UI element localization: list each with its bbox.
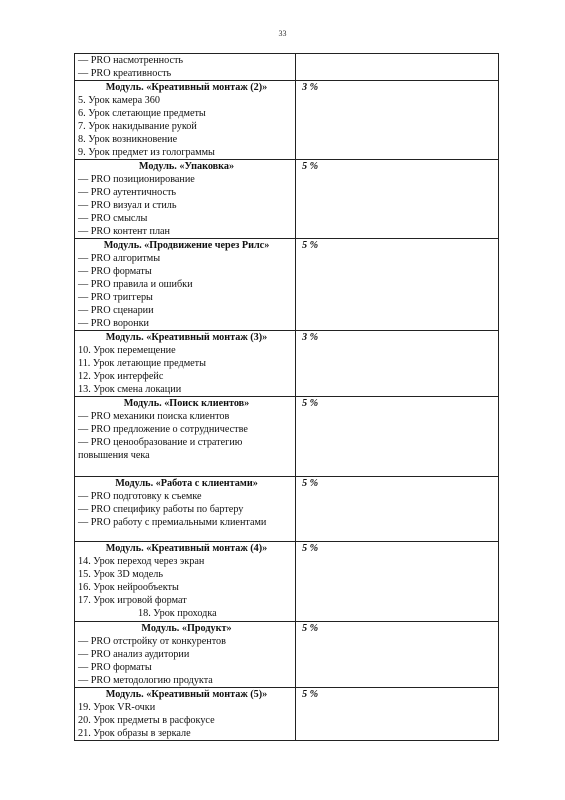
- module-content: [75, 542, 296, 622]
- table-row: [75, 688, 499, 741]
- table-row: [75, 81, 499, 160]
- list-item: — PRO анализ аудитории: [78, 649, 190, 660]
- module-title: Модуль. «Работа с клиентами»: [115, 478, 258, 489]
- list-item: 7. Урок накидывание рукой: [78, 121, 197, 132]
- module-weight: 5 %: [296, 239, 499, 331]
- list-item: — PRO визуал и стиль: [78, 200, 177, 211]
- list-item: 18. Урок проходка: [138, 608, 217, 619]
- module-weight: 5 %: [296, 622, 499, 688]
- list-item: 15. Урок 3D модель: [78, 569, 163, 580]
- list-item: 9. Урок предмет из голограммы: [78, 147, 215, 158]
- module-weight: 3 %: [296, 331, 499, 397]
- list-item: 17. Урок игровой формат: [78, 595, 187, 606]
- list-item: 16. Урок нейрообъекты: [78, 582, 179, 593]
- list-item: — PRO контент план: [78, 226, 171, 237]
- list-item: — PRO работу с премиальными клиентами: [78, 517, 267, 528]
- list-item: — PRO аутентичность: [78, 187, 177, 198]
- list-item: — PRO механики поиска клиентов: [78, 411, 230, 422]
- list-item: — PRO специфику работы по бартеру: [78, 504, 244, 515]
- module-content: [75, 239, 296, 331]
- module-content: [75, 54, 296, 81]
- list-item: — PRO подготовку к съемке: [78, 491, 202, 502]
- list-item: 13. Урок смена локации: [78, 384, 182, 395]
- list-item: 21. Урок образы в зеркале: [78, 728, 191, 739]
- list-item: — PRO триггеры: [78, 292, 153, 303]
- table-row: [75, 160, 499, 239]
- module-title: Модуль. «Креативный монтаж (4)»: [105, 543, 268, 554]
- module-content: [75, 622, 296, 688]
- module-title: Модуль. «Креативный монтаж (2)»: [105, 82, 268, 93]
- list-item: — PRO ценообразование и стратегию повышения чека: [78, 437, 243, 461]
- list-item: 6. Урок слетающие предметы: [78, 108, 206, 119]
- list-item: — PRO креативность: [78, 68, 172, 79]
- list-item: 10. Урок перемещение: [78, 345, 176, 356]
- module-title: Модуль. «Креативный монтаж (5)»: [105, 689, 268, 700]
- list-item: — PRO форматы: [78, 662, 152, 673]
- module-content: [75, 397, 296, 477]
- module-title: Модуль. «Упаковка»: [138, 161, 235, 172]
- list-item: — PRO воронки: [78, 318, 149, 329]
- module-weight: 5 %: [296, 688, 499, 741]
- module-content: [75, 160, 296, 239]
- list-item: 8. Урок возникновение: [78, 134, 178, 145]
- table-row: [75, 477, 499, 542]
- table-row: [75, 397, 499, 477]
- list-item: — PRO форматы: [78, 266, 152, 277]
- curriculum-table: [74, 53, 499, 741]
- list-item: 20. Урок предметы в расфокусе: [78, 715, 215, 726]
- module-weight: 3 %: [296, 81, 499, 160]
- table-row: [75, 331, 499, 397]
- module-title: Модуль. «Поиск клиентов»: [123, 398, 250, 409]
- module-weight: [296, 54, 499, 81]
- module-weight: 5 %: [296, 477, 499, 542]
- module-weight: 5 %: [296, 160, 499, 239]
- list-item: — PRO сценарии: [78, 305, 154, 316]
- list-item: 19. Урок VR-очки: [78, 702, 156, 713]
- list-item: — PRO отстройку от конкурентов: [78, 636, 226, 647]
- list-item: — PRO методологию продукта: [78, 675, 213, 686]
- table-row: [75, 239, 499, 331]
- table-row: [75, 542, 499, 622]
- module-content: [75, 331, 296, 397]
- module-weight: 5 %: [296, 542, 499, 622]
- module-title: Модуль. «Продвижение через Рилс»: [103, 240, 270, 251]
- list-item: 5. Урок камера 360: [78, 95, 160, 106]
- module-title: Модуль. «Креативный монтаж (3)»: [105, 332, 268, 343]
- list-item: — PRO насмотренность: [78, 55, 184, 66]
- module-title: Модуль. «Продукт»: [141, 623, 232, 634]
- page-number: 33: [278, 29, 287, 38]
- list-item: 12. Урок интерфейс: [78, 371, 164, 382]
- list-item: 14. Урок переход через экран: [78, 556, 205, 567]
- list-item: — PRO алгоритмы: [78, 253, 161, 264]
- list-item: 11. Урок летающие предметы: [78, 358, 206, 369]
- list-item: — PRO предложение о сотрудничестве: [78, 424, 248, 435]
- table-row: [75, 54, 499, 81]
- list-item: — PRO позиционирование: [78, 174, 195, 185]
- module-content: [75, 81, 296, 160]
- table-row: [75, 622, 499, 688]
- module-content: [75, 688, 296, 741]
- list-item: — PRO правила и ошибки: [78, 279, 193, 290]
- list-item: — PRO смыслы: [78, 213, 148, 224]
- module-content: [75, 477, 296, 542]
- module-weight: 5 %: [296, 397, 499, 477]
